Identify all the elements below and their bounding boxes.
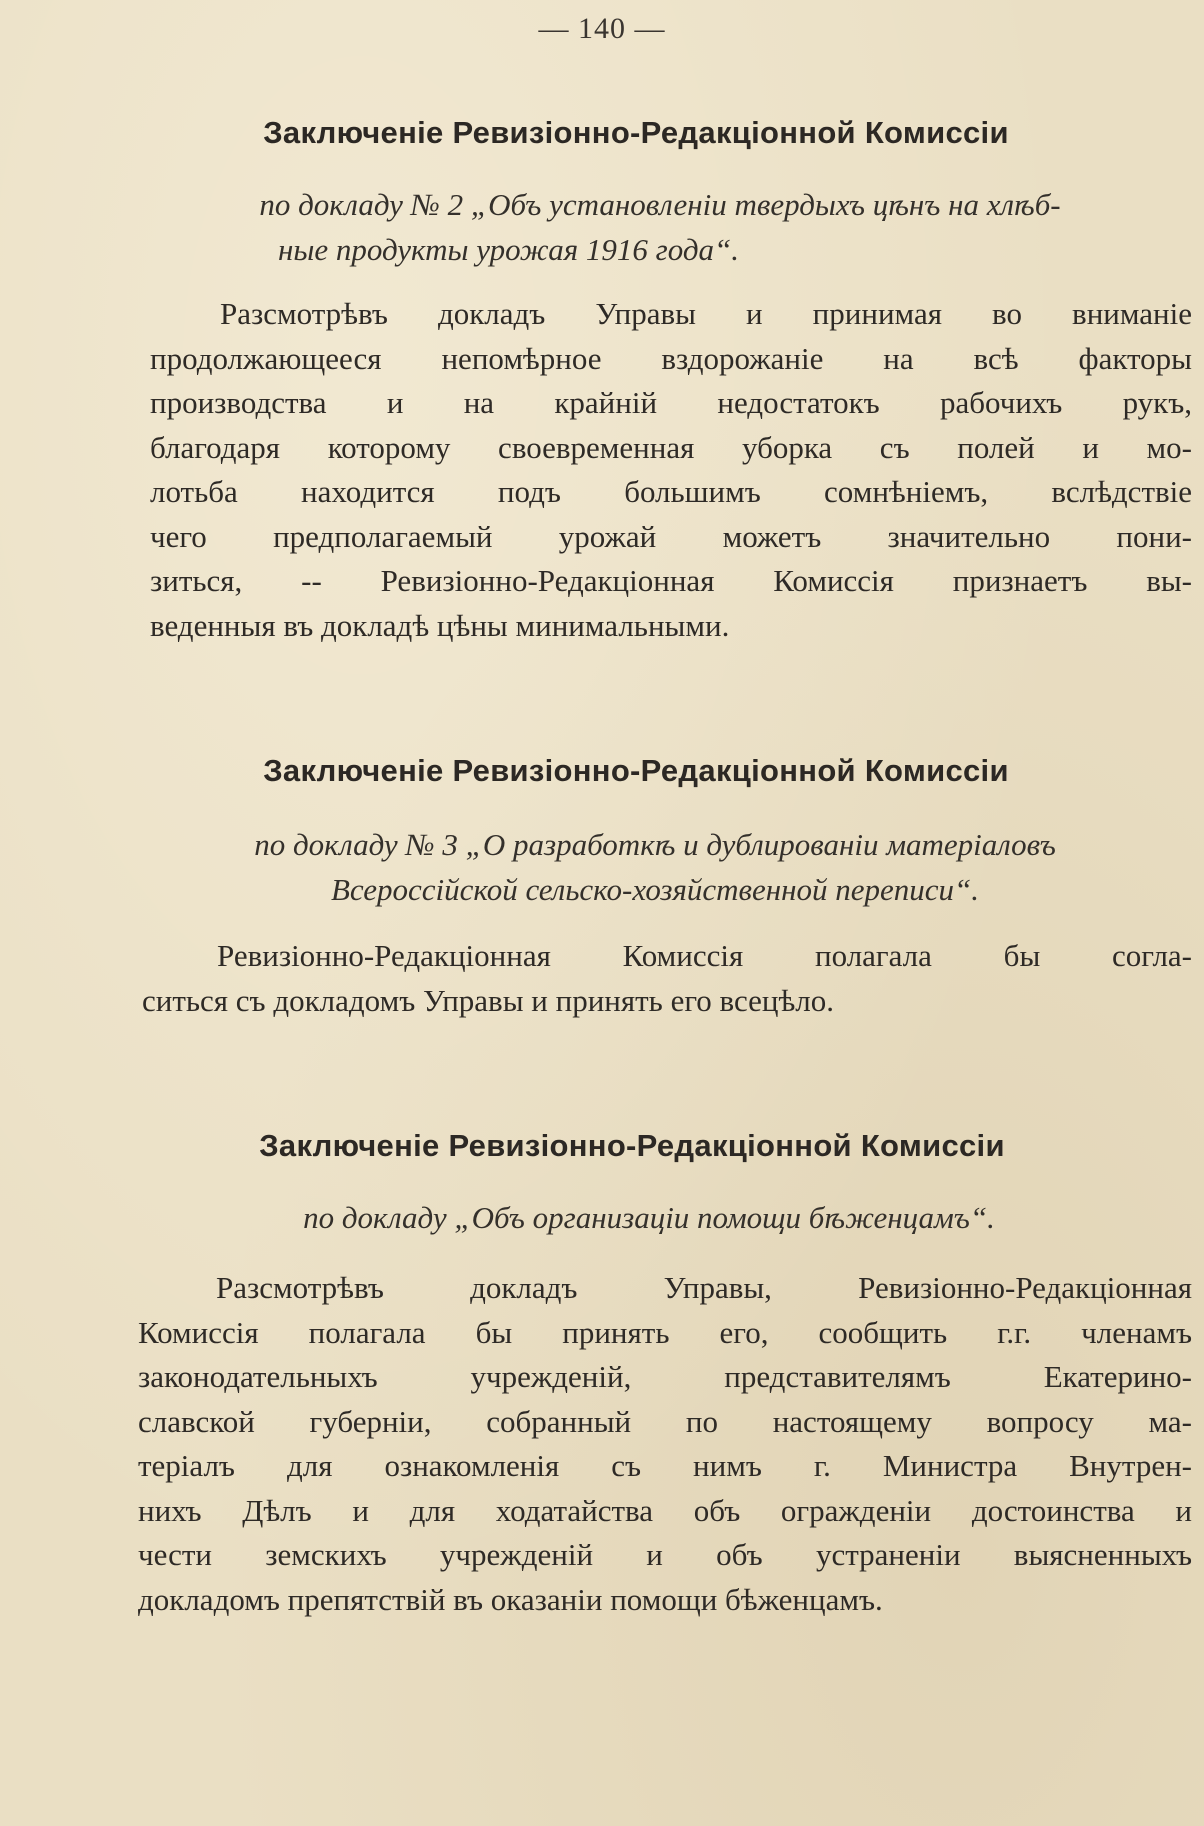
body-line: Разсмотрѣвъ докладъ Управы и принимая во вниманiе [220, 296, 1192, 331]
section-subtitle [118, 822, 1192, 912]
subtitle-line: Всероссiйской сельско-хозяйственной переписи“. [330, 872, 980, 907]
section-census-report [140, 753, 1192, 1023]
section-subtitle [106, 1195, 1192, 1240]
section-heading: Заключенiе Ревизiонно-Редакцiонной Комиссiи [263, 753, 1009, 788]
body-line: чего предполагаемый урожай можетъ значительно пони- [150, 518, 1192, 554]
body-line: зиться, -- Ревизiонно-Редакцiонная Комиссiя признаетъ вы- [150, 563, 1192, 598]
subtitle-line: по докладу № 2 „Объ установленiи твердыхъ цѣнъ на хлѣб- [259, 187, 1061, 222]
body-line: веденныя въ докладѣ цѣны минимальными. [150, 607, 730, 643]
body-line: Ревизiонно-Редакцiонная Комиссiя полагала бы согла- [217, 938, 1192, 973]
body-line: законодательныхъ учрежденiй, представителямъ Екатерино- [138, 1359, 1192, 1394]
body-line: лотьба находится подъ большимъ сомнѣнiемъ, вслѣдствiе [150, 474, 1192, 509]
body-line: Разсмотрѣвъ докладъ Управы, Ревизiонно-Редакцiонная [216, 1270, 1192, 1305]
body-line: чести земскихъ учрежденiй и объ устраненiи выясненныхъ [138, 1537, 1192, 1572]
subtitle-line: по докладу „Объ организацiи помощи бѣженцамъ“. [303, 1200, 995, 1235]
section-body [142, 934, 1192, 1023]
body-line: ситься съ докладомъ Управы и принять его всецѣло. [142, 982, 835, 1018]
body-line: продолжающееся непомѣрное вздорожанiе на всѣ факторы [150, 340, 1192, 376]
body-line: славской губернiи, собранный по настоящему вопросу ма- [138, 1403, 1192, 1439]
section-heading: Заключенiе Ревизiонно-Редакцiонной Комиссiи [259, 1128, 1005, 1163]
section-heading: Заключенiе Ревизiонно-Редакцiонной Комиссiи [263, 115, 1009, 150]
subtitle-line: ные продукты урожая 1916 года“. [278, 232, 740, 267]
body-line: докладомъ препятствiй въ оказанiи помощи бѣженцамъ. [138, 1581, 883, 1617]
section-subtitle [128, 182, 1192, 272]
body-line: Комиссiя полагала бы принять его, сообщить г.г. членамъ [138, 1314, 1192, 1350]
body-line: терiалъ для ознакомленiя съ нимъ г. Министра Внутрен- [138, 1448, 1192, 1483]
section-refugee-report [140, 1128, 1192, 1622]
section-body [150, 292, 1192, 648]
body-line: производства и на крайнiй недостатокъ рабочихъ рукъ, [150, 385, 1192, 420]
section-body [138, 1266, 1192, 1622]
body-line: нихъ Дѣлъ и для ходатайства объ огражденiи достоинства и [138, 1492, 1192, 1528]
subtitle-line: по докладу № 3 „О разработкѣ и дублированiи матерiаловъ [254, 827, 1056, 862]
page-number: — 140 — [538, 12, 666, 45]
body-line: благодаря которому своевременная уборка съ полей и мо- [150, 429, 1192, 465]
section-price-report [140, 115, 1192, 648]
